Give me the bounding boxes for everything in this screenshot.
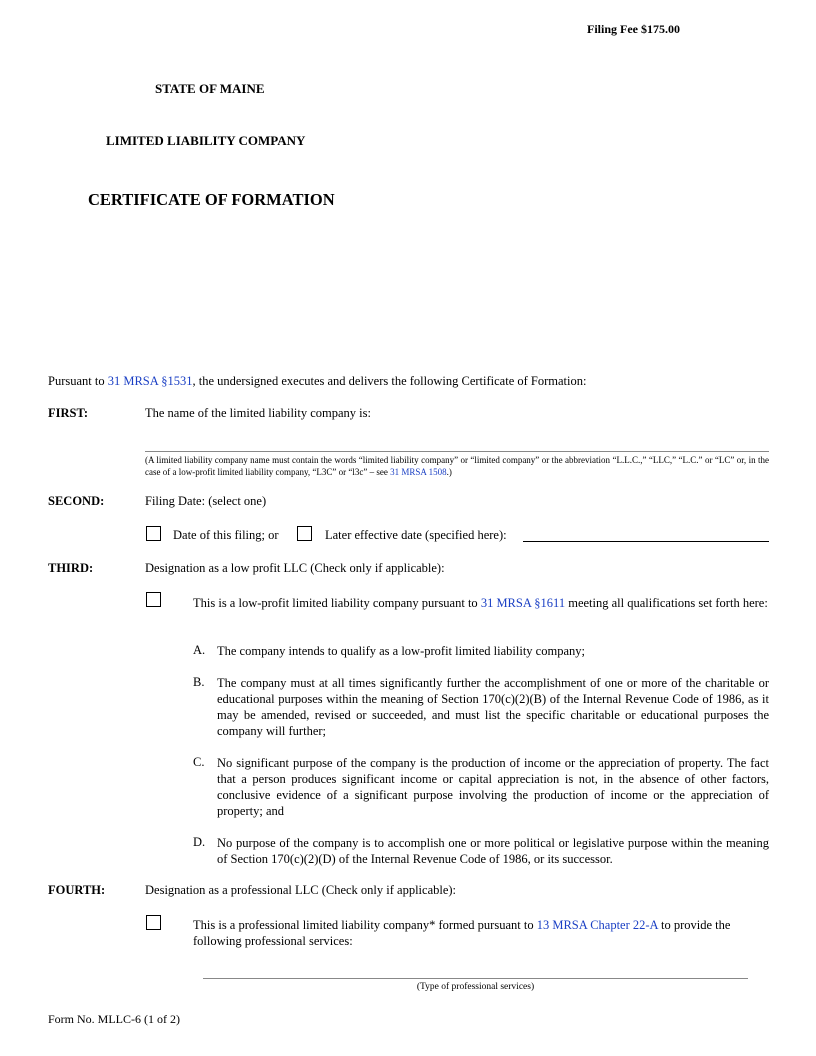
professional-llc-checkbox[interactable] (146, 915, 161, 930)
low-profit-statement: This is a low-profit limited liability company pursuant to 31 MRSA §1611 meeting all qualifications set forth here: (193, 596, 768, 610)
item-d-text: No purpose of the company is to accomplish one or more political or legislative purpose within the meaning of Section 170(c)(2)(D) of the Internal Revenue Code of 1986, or its successor. (217, 836, 769, 866)
company-name-line[interactable] (145, 451, 769, 452)
fourth-text: Designation as a professional LLC (Check only if applicable): (145, 883, 457, 897)
professional-llc-statement: This is a professional limited liability company* formed pursuant to 13 MRSA Chapter 22-A to provide the following professional services: (193, 918, 731, 948)
entity-type-heading: LIMITED LIABILITY COMPANY (106, 133, 306, 148)
intro-text: Pursuant to 31 MRSA §1531, the undersigned executes and delivers the following Certificate of Formation: (48, 374, 587, 388)
item-a-letter: A. (193, 643, 206, 657)
fourth-label: FOURTH: (48, 883, 106, 897)
professional-statute-link[interactable]: 13 MRSA Chapter 22-A (536, 918, 658, 932)
filing-fee: Filing Fee $175.00 (587, 22, 680, 36)
item-d-letter: D. (193, 835, 206, 849)
filing-date-today-checkbox[interactable] (146, 526, 161, 541)
third-label: THIRD: (48, 561, 94, 575)
first-label: FIRST: (48, 406, 89, 420)
low-profit-statute-link[interactable]: 31 MRSA §1611 (480, 596, 566, 610)
professional-services-caption: (Type of professional services) (416, 982, 535, 992)
item-c-letter: C. (193, 755, 205, 769)
second-text: Filing Date: (select one) (145, 494, 267, 508)
effective-date-line[interactable] (523, 541, 769, 542)
professional-services-line[interactable] (203, 978, 748, 979)
item-b-text: The company must at all times significantly further the accomplishment of one or more of the charitable or educational purposes within the meaning of Section 170(c)(2)(B) of the Internal Revenue Code of 1986, as it may be amended, revised or succeeded, and must list the specific charitable or educational purposes the company will further; (217, 676, 769, 738)
item-b-letter: B. (193, 675, 205, 689)
third-text: Designation as a low profit LLC (Check only if applicable): (145, 561, 445, 575)
page-title: CERTIFICATE OF FORMATION (88, 190, 335, 209)
second-label: SECOND: (48, 494, 105, 508)
form-number: Form No. MLLC-6 (1 of 2) (48, 1012, 180, 1026)
first-text: The name of the limited liability company is: (145, 406, 371, 420)
low-profit-checkbox[interactable] (146, 592, 161, 607)
state-heading: STATE OF MAINE (155, 81, 265, 96)
item-a-text: The company intends to qualify as a low-profit limited liability company; (217, 644, 585, 658)
first-note-statute-link[interactable]: 31 MRSA 1508 (390, 467, 447, 477)
intro-statute-link[interactable]: 31 MRSA §1531 (107, 374, 193, 388)
filing-date-today-label: Date of this filing; or (173, 528, 279, 542)
first-note: (A limited liability company name must contain the words “limited liability company” or “limited company” or the abbreviation “L.L.C.,” “LLC,” “L.C.” or “LC” or, in the case of a low-profit limited liability company, “L3C” or “l3c” – see 31 MRSA 1508.) (145, 455, 769, 477)
filing-date-later-checkbox[interactable] (297, 526, 312, 541)
filing-date-later-label: Later effective date (specified here): (325, 528, 507, 542)
item-c-text: No significant purpose of the company is the production of income or the appreciation of property. The fact that a person produces significant income or capital appreciation is not, in the absence of other factors, conclusive evidence of a significant purpose involving the production of income or the appreciation of property; and (217, 756, 769, 818)
